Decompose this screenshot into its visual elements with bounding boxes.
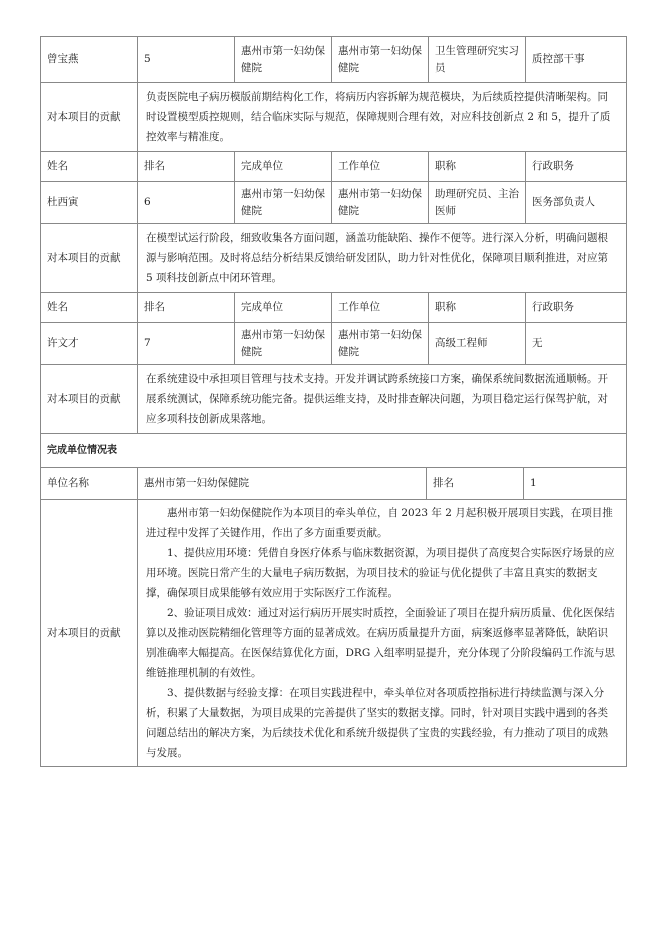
person-row [41, 37, 627, 83]
header-unit: 完成单位 [235, 293, 332, 323]
person-unit: 惠州市第一妇幼保健院 [235, 182, 332, 224]
person-name: 曾宝燕 [41, 37, 138, 83]
header-unit: 完成单位 [235, 152, 332, 182]
section-title: 完成单位情况表 [41, 434, 627, 468]
header-row [41, 293, 627, 323]
person-name: 杜西寅 [41, 182, 138, 224]
person-title: 高级工程师 [429, 323, 526, 365]
unit-rank-label: 排名 [427, 468, 524, 500]
page [40, 36, 626, 767]
section-title-row [41, 434, 627, 468]
contribution-label: 对本项目的贡献 [41, 365, 138, 434]
contribution-label: 对本项目的贡献 [41, 83, 138, 152]
person-workplace: 惠州市第一妇幼保健院 [332, 323, 429, 365]
unit-row [41, 468, 627, 500]
header-rank: 排名 [138, 293, 235, 323]
person-unit: 惠州市第一妇幼保健院 [235, 37, 332, 83]
person-workplace: 惠州市第一妇幼保健院 [332, 182, 429, 224]
header-title: 职称 [429, 152, 526, 182]
person-row [41, 182, 627, 224]
header-rank: 排名 [138, 152, 235, 182]
paragraph: 1、提供应用环境：凭借自身医疗体系与临床数据资源，为项目提供了高度契合实际医疗场景的应用环境。医院日常产生的大量电子病历数据，为项目技术的验证与优化提供了丰富且真实的数据支撑，确保项目成果能够有效应用于实际医疗工作流程。 [146, 547, 615, 599]
person-admin: 无 [526, 323, 627, 365]
person-name: 许文才 [41, 323, 138, 365]
unit-contribution-text [138, 500, 627, 767]
unit-table [40, 433, 627, 767]
header-workplace: 工作单位 [332, 152, 429, 182]
header-workplace: 工作单位 [332, 293, 429, 323]
header-row [41, 152, 627, 182]
person-workplace: 惠州市第一妇幼保健院 [332, 37, 429, 83]
unit-rank: 1 [524, 468, 627, 500]
unit-contribution-row [41, 500, 627, 767]
paragraph: 2、验证项目成效：通过对运行病历开展实时质控，全面验证了项目在提升病历质量、优化医保结算以及推动医院精细化管理等方面的显著成效。在病历质量提升方面，病案返修率显著降低，缺陷识别准确率大幅提高。在医保结算优化方面，DRG 入组率明显提升，充分体现了分阶段编码工作流与思维链推理机制的有效性。 [146, 607, 616, 679]
person-row [41, 323, 627, 365]
contribution-text: 在系统建设中承担项目管理与技术支持。开发并调试跨系统接口方案，确保系统间数据流通顺畅。开展系统测试，保障系统功能完备。提供运维支持，及时排查解决问题，为项目稳定运行保驾护航，对应多项科技创新成果落地。 [138, 365, 627, 434]
header-name: 姓名 [41, 152, 138, 182]
contribution-row [41, 224, 627, 293]
contribution-row [41, 365, 627, 434]
person-rank: 5 [138, 37, 235, 83]
header-admin: 行政职务 [526, 152, 627, 182]
header-name: 姓名 [41, 293, 138, 323]
header-admin: 行政职务 [526, 293, 627, 323]
personnel-table [40, 36, 627, 434]
person-rank: 7 [138, 323, 235, 365]
contribution-row [41, 83, 627, 152]
person-unit: 惠州市第一妇幼保健院 [235, 323, 332, 365]
person-admin: 医务部负责人 [526, 182, 627, 224]
unit-contribution-label: 对本项目的贡献 [41, 500, 138, 767]
person-admin: 质控部干事 [526, 37, 627, 83]
person-title: 卫生管理研究实习员 [429, 37, 526, 83]
header-title: 职称 [429, 293, 526, 323]
contribution-text: 负责医院电子病历模版前期结构化工作，将病历内容拆解为规范模块，为后续质控提供清晰架构。同时设置模型质控规则，结合临床实际与规范，保障规则合理有效，对应科技创新点 2 和 5，提升了质控效率与精准度。 [138, 83, 627, 152]
contribution-label: 对本项目的贡献 [41, 224, 138, 293]
contribution-text: 在模型试运行阶段，细致收集各方面问题，涵盖功能缺陷、操作不便等。进行深入分析，明确问题根源与影响范围。及时将总结分析结果反馈给研发团队，助力针对性优化，保障项目顺利推进，对应第 5 项科技创新点中闭环管理。 [138, 224, 627, 293]
person-rank: 6 [138, 182, 235, 224]
unit-name-label: 单位名称 [41, 468, 138, 500]
person-title: 助理研究员、主治医师 [429, 182, 526, 224]
paragraph: 3、提供数据与经验支撑：在项目实践进程中，牵头单位对各项质控指标进行持续监测与深入分析，积累了大量数据，为项目成果的完善提供了坚实的数据支撑。同时，针对项目实践中遇到的各类问题总结出的解决方案，为后续技术优化和系统升级提供了宝贵的实践经验，有力推动了项目的成熟与发展。 [146, 687, 608, 759]
unit-name: 惠州市第一妇幼保健院 [138, 468, 427, 500]
paragraph: 惠州市第一妇幼保健院作为本项目的牵头单位，自 2023 年 2 月起积极开展项目实践，在项目推进过程中发挥了关键作用，作出了多方面重要贡献。 [146, 507, 613, 539]
